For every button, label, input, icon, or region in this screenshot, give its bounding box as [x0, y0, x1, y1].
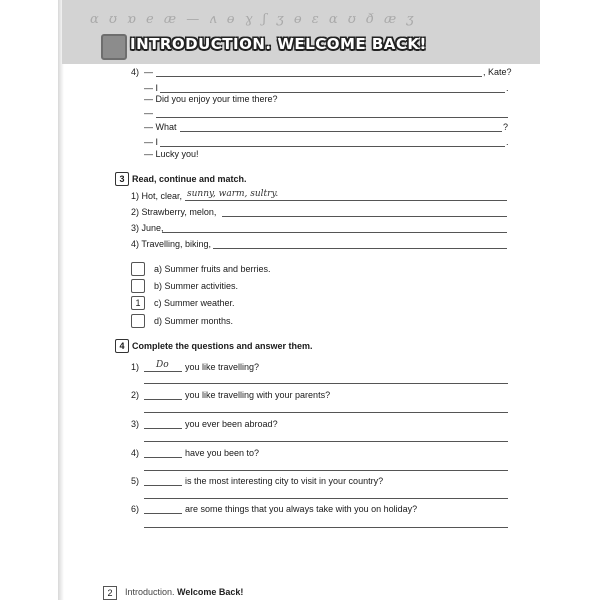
exercise-3-title: Read, continue and match.: [132, 174, 247, 184]
match-item-4-label: 4) Travelling, biking,: [131, 239, 212, 249]
match-box-d[interactable]: [131, 314, 145, 328]
match-item-1-answer: sunny, warm, sultry.: [187, 189, 279, 199]
fill-blank[interactable]: [144, 428, 182, 429]
phonetic-decoration: ɑ ʊ ɒ e æ — ʌ ɵ ɣ ʃ ʒ ɵ ɛ ɑ ʊ ð æ ʒ: [90, 12, 417, 27]
question-5-number: 5): [131, 476, 140, 486]
dialogue-number: 4): [131, 67, 140, 77]
question-2-text: you like travelling with your parents?: [185, 390, 331, 400]
header-band: [62, 0, 540, 64]
question-4-number: 4): [131, 448, 140, 458]
dialogue-enjoy: — Did you enjoy your time there?: [144, 94, 278, 104]
fill-blank[interactable]: [144, 485, 182, 486]
question-4-text: have you been to?: [185, 448, 260, 458]
title-tab-icon: [101, 34, 127, 60]
dialogue-i-1: — I: [144, 83, 159, 93]
question-2-number: 2): [131, 390, 140, 400]
footer-section: Introduction.: [125, 587, 175, 597]
answer-line[interactable]: [180, 131, 502, 132]
question-6-number: 6): [131, 504, 140, 514]
exercise-4-number: 4: [115, 339, 129, 353]
option-a: a) Summer fruits and berries.: [154, 264, 271, 274]
answer-line[interactable]: [144, 412, 508, 413]
page-title: INTRODUCTION. WELCOME BACK!: [130, 35, 427, 53]
footer-title: Welcome Back!: [177, 587, 244, 597]
answer-line[interactable]: [144, 383, 508, 384]
question-1-fill: Do: [156, 360, 169, 370]
match-item-1-label: 1) Hot, clear,: [131, 191, 183, 201]
answer-line[interactable]: [185, 200, 507, 201]
question-6-text: are some things that you always take with you on holiday?: [185, 504, 418, 514]
dialogue-lucky: — Lucky you!: [144, 149, 199, 159]
period: .: [506, 83, 509, 93]
question-3-text: you ever been abroad?: [185, 419, 278, 429]
fill-blank[interactable]: [144, 399, 182, 400]
match-item-3-label: 3) June,: [131, 223, 164, 233]
page-number: 2: [103, 586, 117, 600]
question-1-text: you like travelling?: [185, 362, 260, 372]
dialogue-dash-2: —: [144, 108, 153, 118]
exercise-3-number: 3: [115, 172, 129, 186]
answer-line[interactable]: [162, 232, 507, 233]
question-1-number: 1): [131, 362, 140, 372]
match-box-a[interactable]: [131, 262, 145, 276]
fill-blank[interactable]: [144, 371, 182, 372]
period: .: [506, 137, 509, 147]
footer-caption: [125, 587, 243, 597]
page-edge-shadow: [58, 0, 64, 600]
answer-line[interactable]: [144, 470, 508, 471]
dialogue-dash: —: [144, 67, 153, 77]
answer-line[interactable]: [144, 527, 508, 528]
option-d: d) Summer months.: [154, 316, 234, 326]
answer-line[interactable]: [144, 498, 508, 499]
answer-line[interactable]: [144, 441, 508, 442]
dialogue-what: — What: [144, 122, 177, 132]
answer-line[interactable]: [156, 117, 508, 118]
question-mark: ?: [503, 122, 509, 132]
exercise-4-title: Complete the questions and answer them.: [132, 341, 313, 351]
option-b: b) Summer activities.: [154, 281, 239, 291]
match-box-b[interactable]: [131, 279, 145, 293]
answer-line[interactable]: [156, 76, 482, 77]
match-box-c[interactable]: 1: [131, 296, 145, 310]
question-3-number: 3): [131, 419, 140, 429]
option-c: c) Summer weather.: [154, 298, 235, 308]
answer-line[interactable]: [222, 216, 507, 217]
answer-line[interactable]: [160, 146, 505, 147]
answer-line[interactable]: [160, 92, 505, 93]
dialogue-i-2: — I: [144, 137, 159, 147]
dialogue-kate: , Kate?: [483, 67, 512, 77]
fill-blank[interactable]: [144, 457, 182, 458]
fill-blank[interactable]: [144, 513, 182, 514]
match-item-2-label: 2) Strawberry, melon,: [131, 207, 217, 217]
question-5-text: is the most interesting city to visit in your country?: [185, 476, 384, 486]
answer-line[interactable]: [213, 248, 507, 249]
